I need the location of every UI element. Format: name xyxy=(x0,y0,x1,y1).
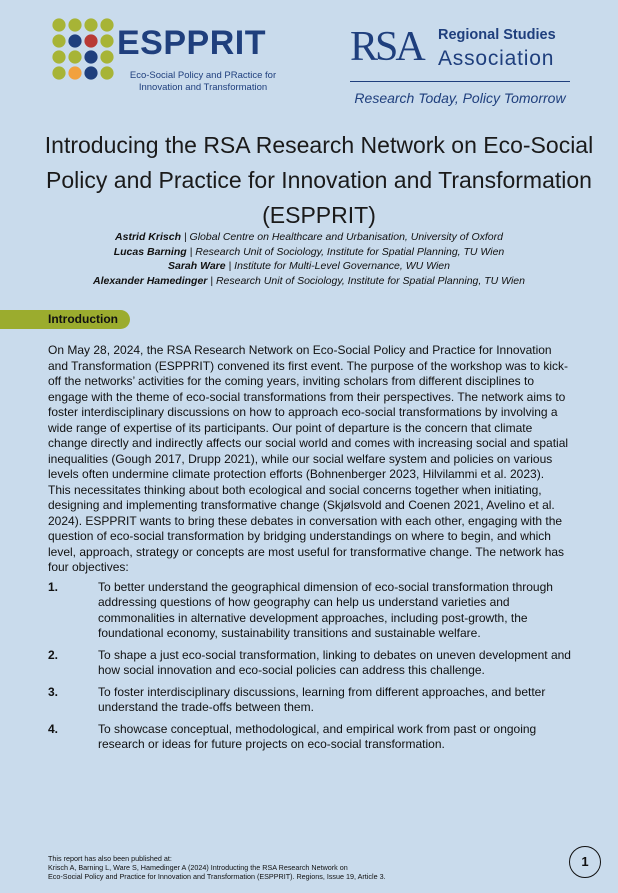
publication-note xyxy=(48,854,528,881)
logo-dot xyxy=(100,18,113,31)
rsa-logo-mark: RSA xyxy=(350,24,423,70)
page-number: 1 xyxy=(569,846,601,878)
objective-text: To foster interdisciplinary discussions, learning from different approaches, and better understand the trade-offs between them. xyxy=(98,684,546,714)
logo-dot xyxy=(68,34,81,47)
author-line xyxy=(20,230,598,245)
footer-line: Krisch A, Barning L, Ware S, Hamedinger A (2024) Introducting the RSA Research Network on xyxy=(48,863,348,872)
paragraph: This necessitates thinking about both ecological and social concerns together when initiating, designing and implementing transformative change (Skjølsvold and Coenen 2021, Avelino et al. 2024). ESPPRIT wants to bring these debates in conversation with each other, engaging with the question of eco-social transformation by bridging understandings on where to begin, and which level, approach, strategy or concepts are most useful for transformative change. The network has four objectives: xyxy=(48,482,565,574)
logo-dot xyxy=(100,34,113,47)
page-title: Introducing the RSA Research Network on Eco-Social Policy and Practice for Innovation and Transformation (ESPPRIT) xyxy=(44,132,594,228)
section-label: Introduction xyxy=(48,312,118,326)
objective-item xyxy=(48,648,572,679)
objective-item xyxy=(48,580,572,642)
author-line xyxy=(20,259,598,274)
objective-item xyxy=(48,722,572,753)
objective-number: 3. xyxy=(48,684,59,699)
footer-line: This report has also been published at: xyxy=(48,854,172,863)
author-list xyxy=(20,230,598,288)
author-line xyxy=(20,274,598,289)
logo-dot xyxy=(52,34,65,47)
rsa-divider xyxy=(350,81,570,82)
logo-dot xyxy=(52,18,65,31)
body-text xyxy=(48,343,572,753)
author-name: Sarah Ware xyxy=(168,260,226,272)
author-affiliation: | Global Centre on Healthcare and Urbanisation, University of Oxford xyxy=(180,231,503,243)
objective-text: To better understand the geographical dimension of eco-social transformation through addressing questions of how geography can help us understand varieties and commonalities in alternative development approaches, including post-growth, the foundational economy, sustainability transitions and sustainable welfare. xyxy=(98,579,553,640)
objective-number: 4. xyxy=(48,721,59,736)
author-name: Astrid Krisch xyxy=(115,231,181,243)
rsa-tagline: Research Today, Policy Tomorrow xyxy=(354,90,566,106)
rsa-name-line1: Regional Studies xyxy=(438,27,556,43)
rsa-name-line2: Association xyxy=(438,47,555,70)
espprit-logo-text: ESPPRIT xyxy=(117,24,266,62)
objective-item xyxy=(48,685,572,716)
logo-dot xyxy=(84,34,97,47)
author-affiliation: | Research Unit of Sociology, Institute for Spatial Planning, TU Wien xyxy=(186,245,505,258)
logo-dot xyxy=(68,18,81,31)
espprit-logo-dots-icon xyxy=(52,18,114,80)
paragraph: On May 28, 2024, the RSA Research Network on Eco-Social Policy and Practice for Innovation and Transformation (ESPPRIT) convened its first event. The purpose of the workshop was to kick-off the networks’ activities for the coming years, inviting scholars from different disciplines to engage with the theme of eco-social transformations from their perspectives. The network aims to foster interdisciplinary discussions on how to approach eco-social transformations by involving a wide range of expertise of its participants. Our point of departure is the concern that climate change directly and indirectly affects our social world and comes with increasing social and spatial inequalities (Gough 2017, Drupp 2021), while our social welfare system and policies on various levels often undermine climate protection efforts (Bohnenberger 2023, Hilvilammi et al. 2023). xyxy=(48,343,569,481)
objective-text: To showcase conceptual, methodological, and empirical work from past or ongoing research or ideas for future projects on eco-social transformation. xyxy=(98,721,537,751)
objective-text: To shape a just eco-social transformation, linking to debates on uneven development and how social innovation and eco-social policies can address this challenge. xyxy=(98,647,571,677)
footer-line: Eco-Social Policy and Practice for Innovation and Transformation (ESPPRIT). Regions, Issue 19, Article 3. xyxy=(48,872,386,881)
logo-dot xyxy=(84,18,97,31)
author-line xyxy=(20,245,598,260)
logo-dot xyxy=(84,50,97,63)
objective-number: 2. xyxy=(48,647,59,662)
logo-dot xyxy=(52,50,65,63)
espprit-subtitle: Eco-Social Policy and PRactice for Innovation and Transformation xyxy=(129,70,277,93)
logo-dot xyxy=(100,50,113,63)
author-affiliation: | Research Unit of Sociology, Institute for Spatial Planning, TU Wien xyxy=(207,274,525,287)
logo-dot xyxy=(52,66,65,79)
objective-number: 1. xyxy=(48,579,59,594)
author-name: Lucas Barning xyxy=(113,245,187,258)
logo-dot xyxy=(84,66,97,79)
author-affiliation: | Institute for Multi-Level Governance, WU Wien xyxy=(225,260,450,272)
author-name: Alexander Hamedinger xyxy=(93,274,208,287)
logo-dot xyxy=(100,66,113,79)
logo-dot xyxy=(68,66,81,79)
logo-dot xyxy=(68,50,81,63)
